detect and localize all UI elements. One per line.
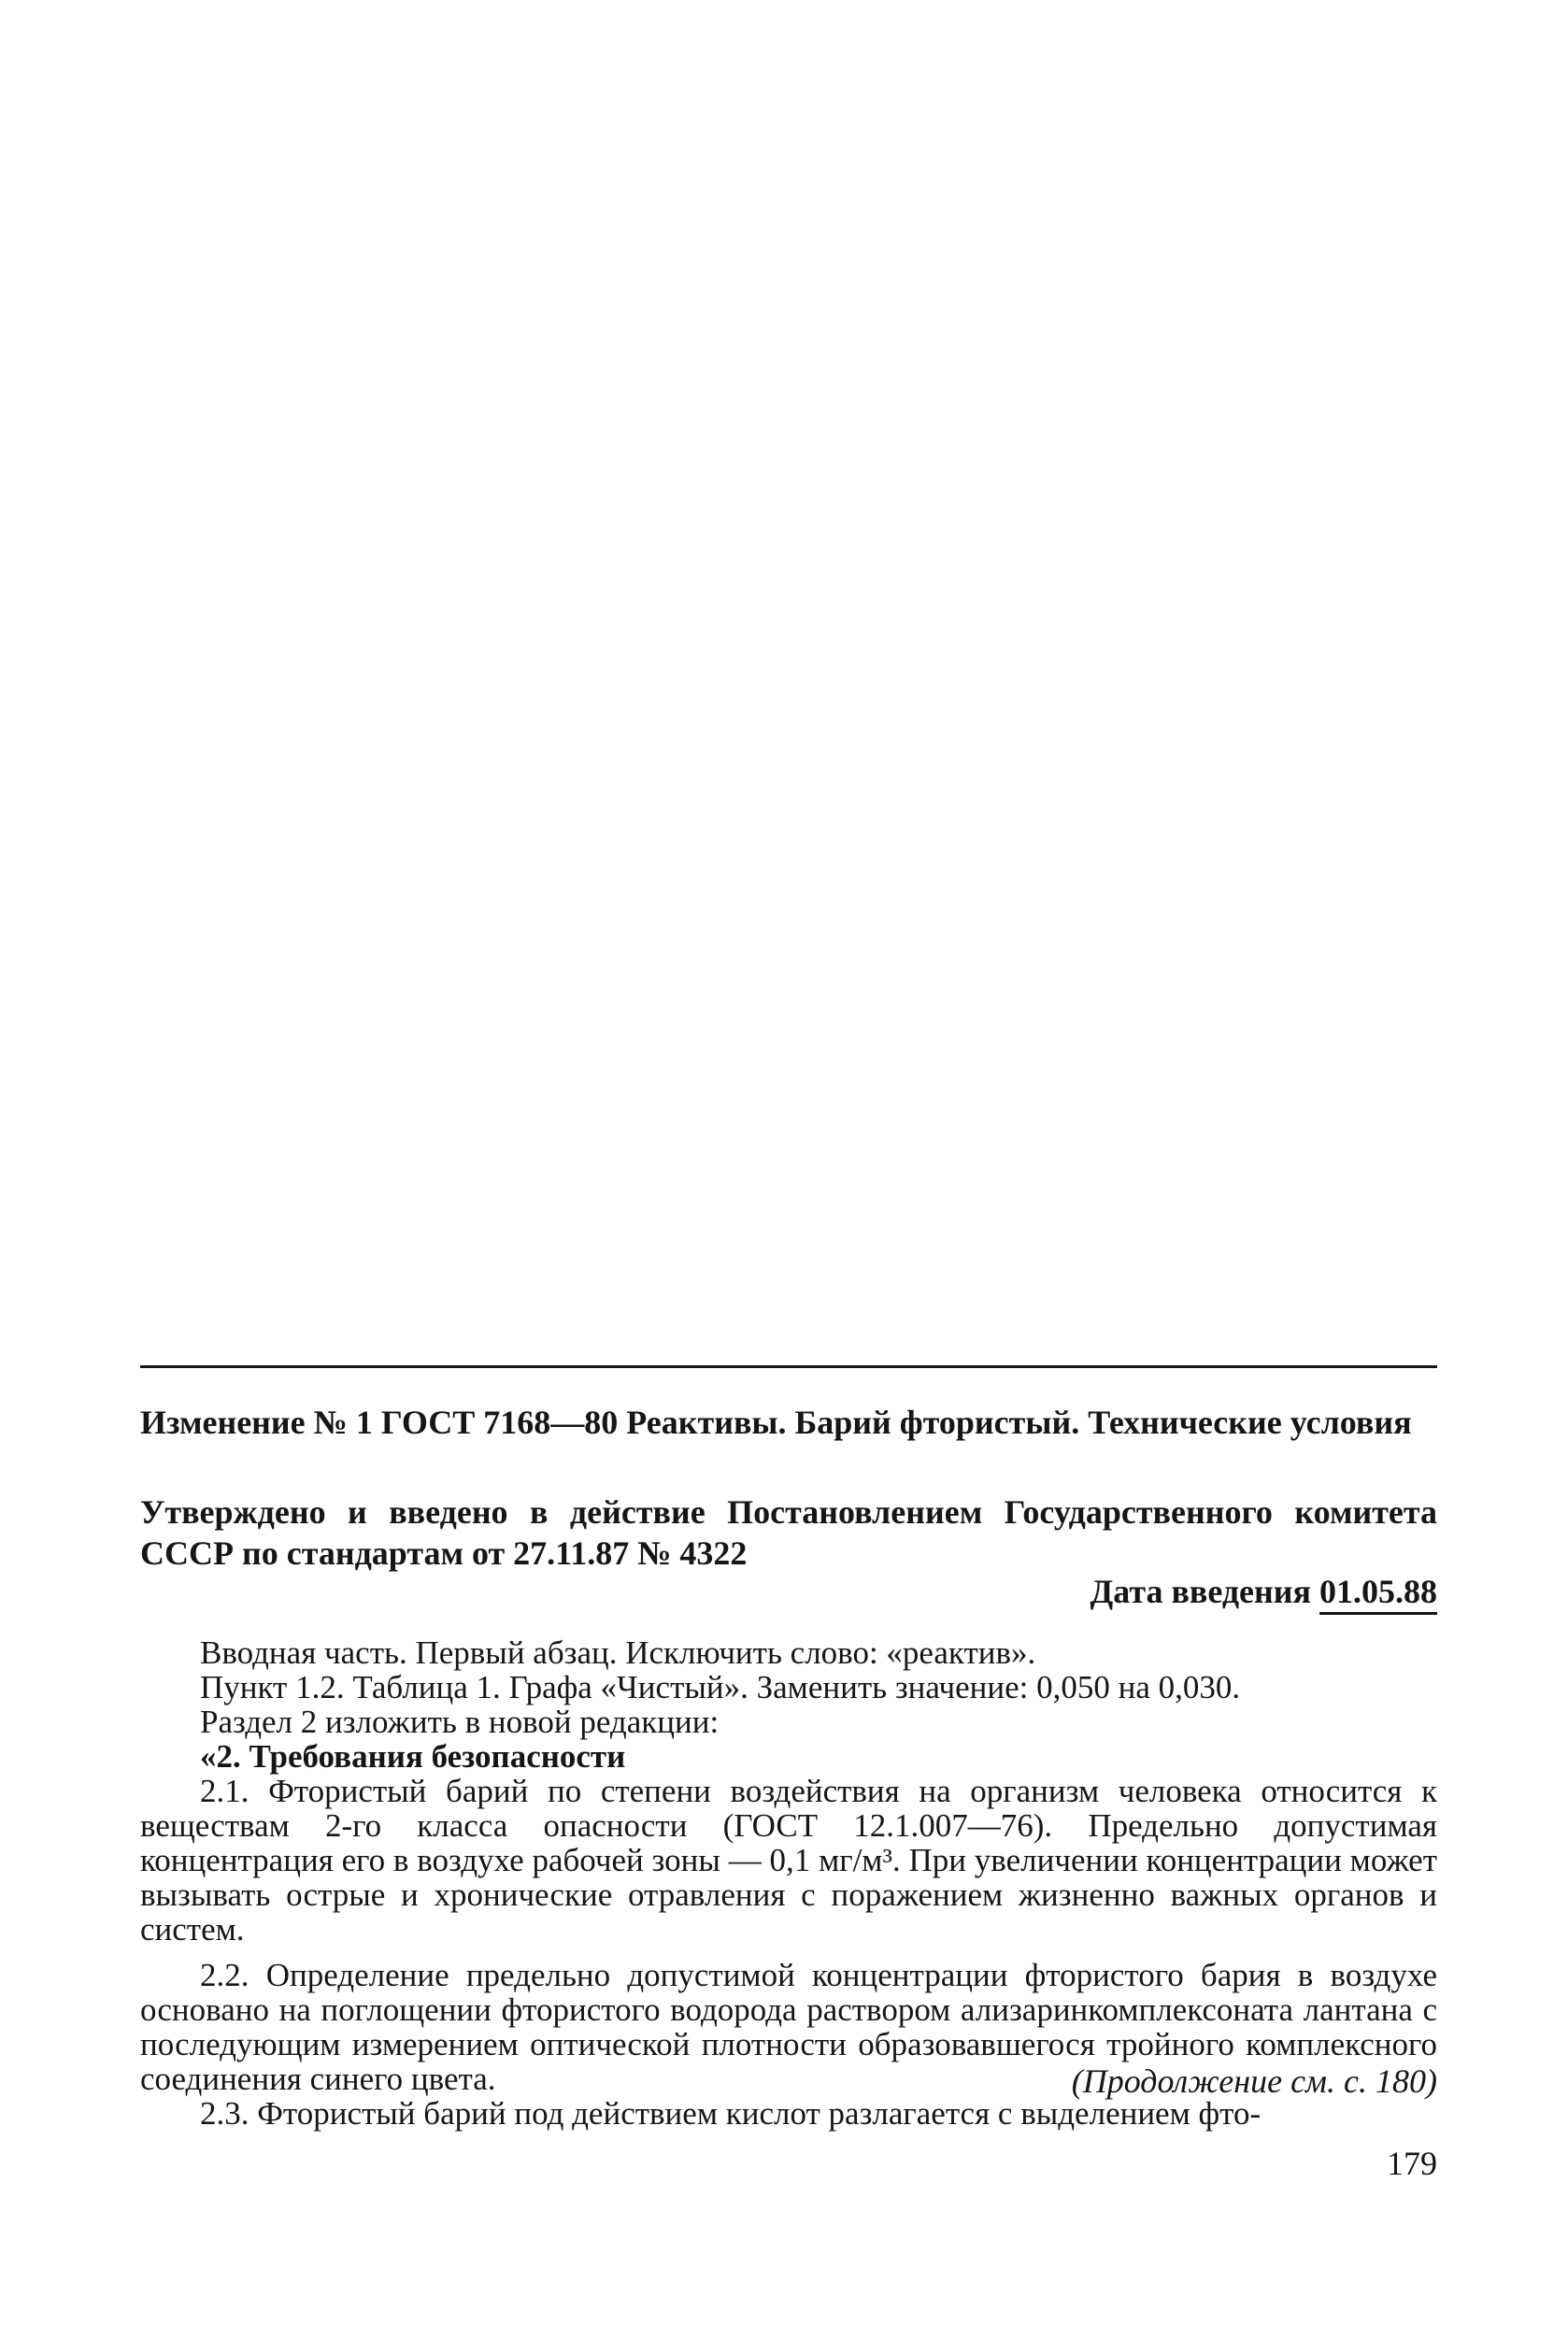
effective-date-row — [140, 1570, 1437, 1613]
effective-date-label: Дата введения — [1090, 1573, 1311, 1610]
paragraph-2-1: 2.1. Фтористый барий по степени воздействия на организм человека относится к веществам 2-го класса опасности (ГОСТ 12.1.007—76). Предельно допустимая концентрация его в воздухе рабочей зоны — 0,1 мг/м³. При увеличении концентрации может вызывать острые и хронические отравления с поражением жизненно важных органов и систем. — [140, 1773, 1437, 1948]
top-rule — [140, 1365, 1437, 1368]
effective-date-value: 01.05.88 — [1319, 1573, 1437, 1615]
paragraph-intro: Вводная часть. Первый абзац. Исключить слово: «реактив». — [200, 1634, 1036, 1671]
continuation-note: (Продолжение см. с. 180) — [1071, 2062, 1437, 2100]
amendment-heading: Изменение № 1 ГОСТ 7168—80 Реактивы. Барий фтористый. Технические условия — [140, 1404, 1412, 1441]
approval-text: Утверждено и введено в действие Постановлением Государственного комитета СССР по стандартам от 27.11.87 № 4322 — [140, 1493, 1437, 1572]
paragraph-section-note: Раздел 2 изложить в новой редакции: — [200, 1704, 720, 1740]
page-number: 179 — [1387, 2145, 1437, 2182]
approval-block — [140, 1491, 1437, 1574]
amendment-header — [140, 1402, 1437, 1443]
amendment-body — [140, 1635, 1437, 2131]
paragraph-2-3: 2.3. Фтористый барий под действием кислот разлагается с выделением фто- — [200, 2095, 1262, 2132]
section-title: «2. Требования безопасности — [200, 1738, 626, 1775]
paragraph-2-2: 2.2. Определение предельно допустимой концентрации фтористого бария в воздухе основано на поглощении фтористого водорода раствором ализаринкомплексоната лантана с последующим измерением оптической плотности образовавшегося тройного комплексного соединения синего цвета. — [140, 1957, 1437, 2097]
paragraph-table-change: Пункт 1.2. Таблица 1. Графа «Чистый». Заменить значение: 0,050 на 0,030. — [200, 1669, 1241, 1705]
